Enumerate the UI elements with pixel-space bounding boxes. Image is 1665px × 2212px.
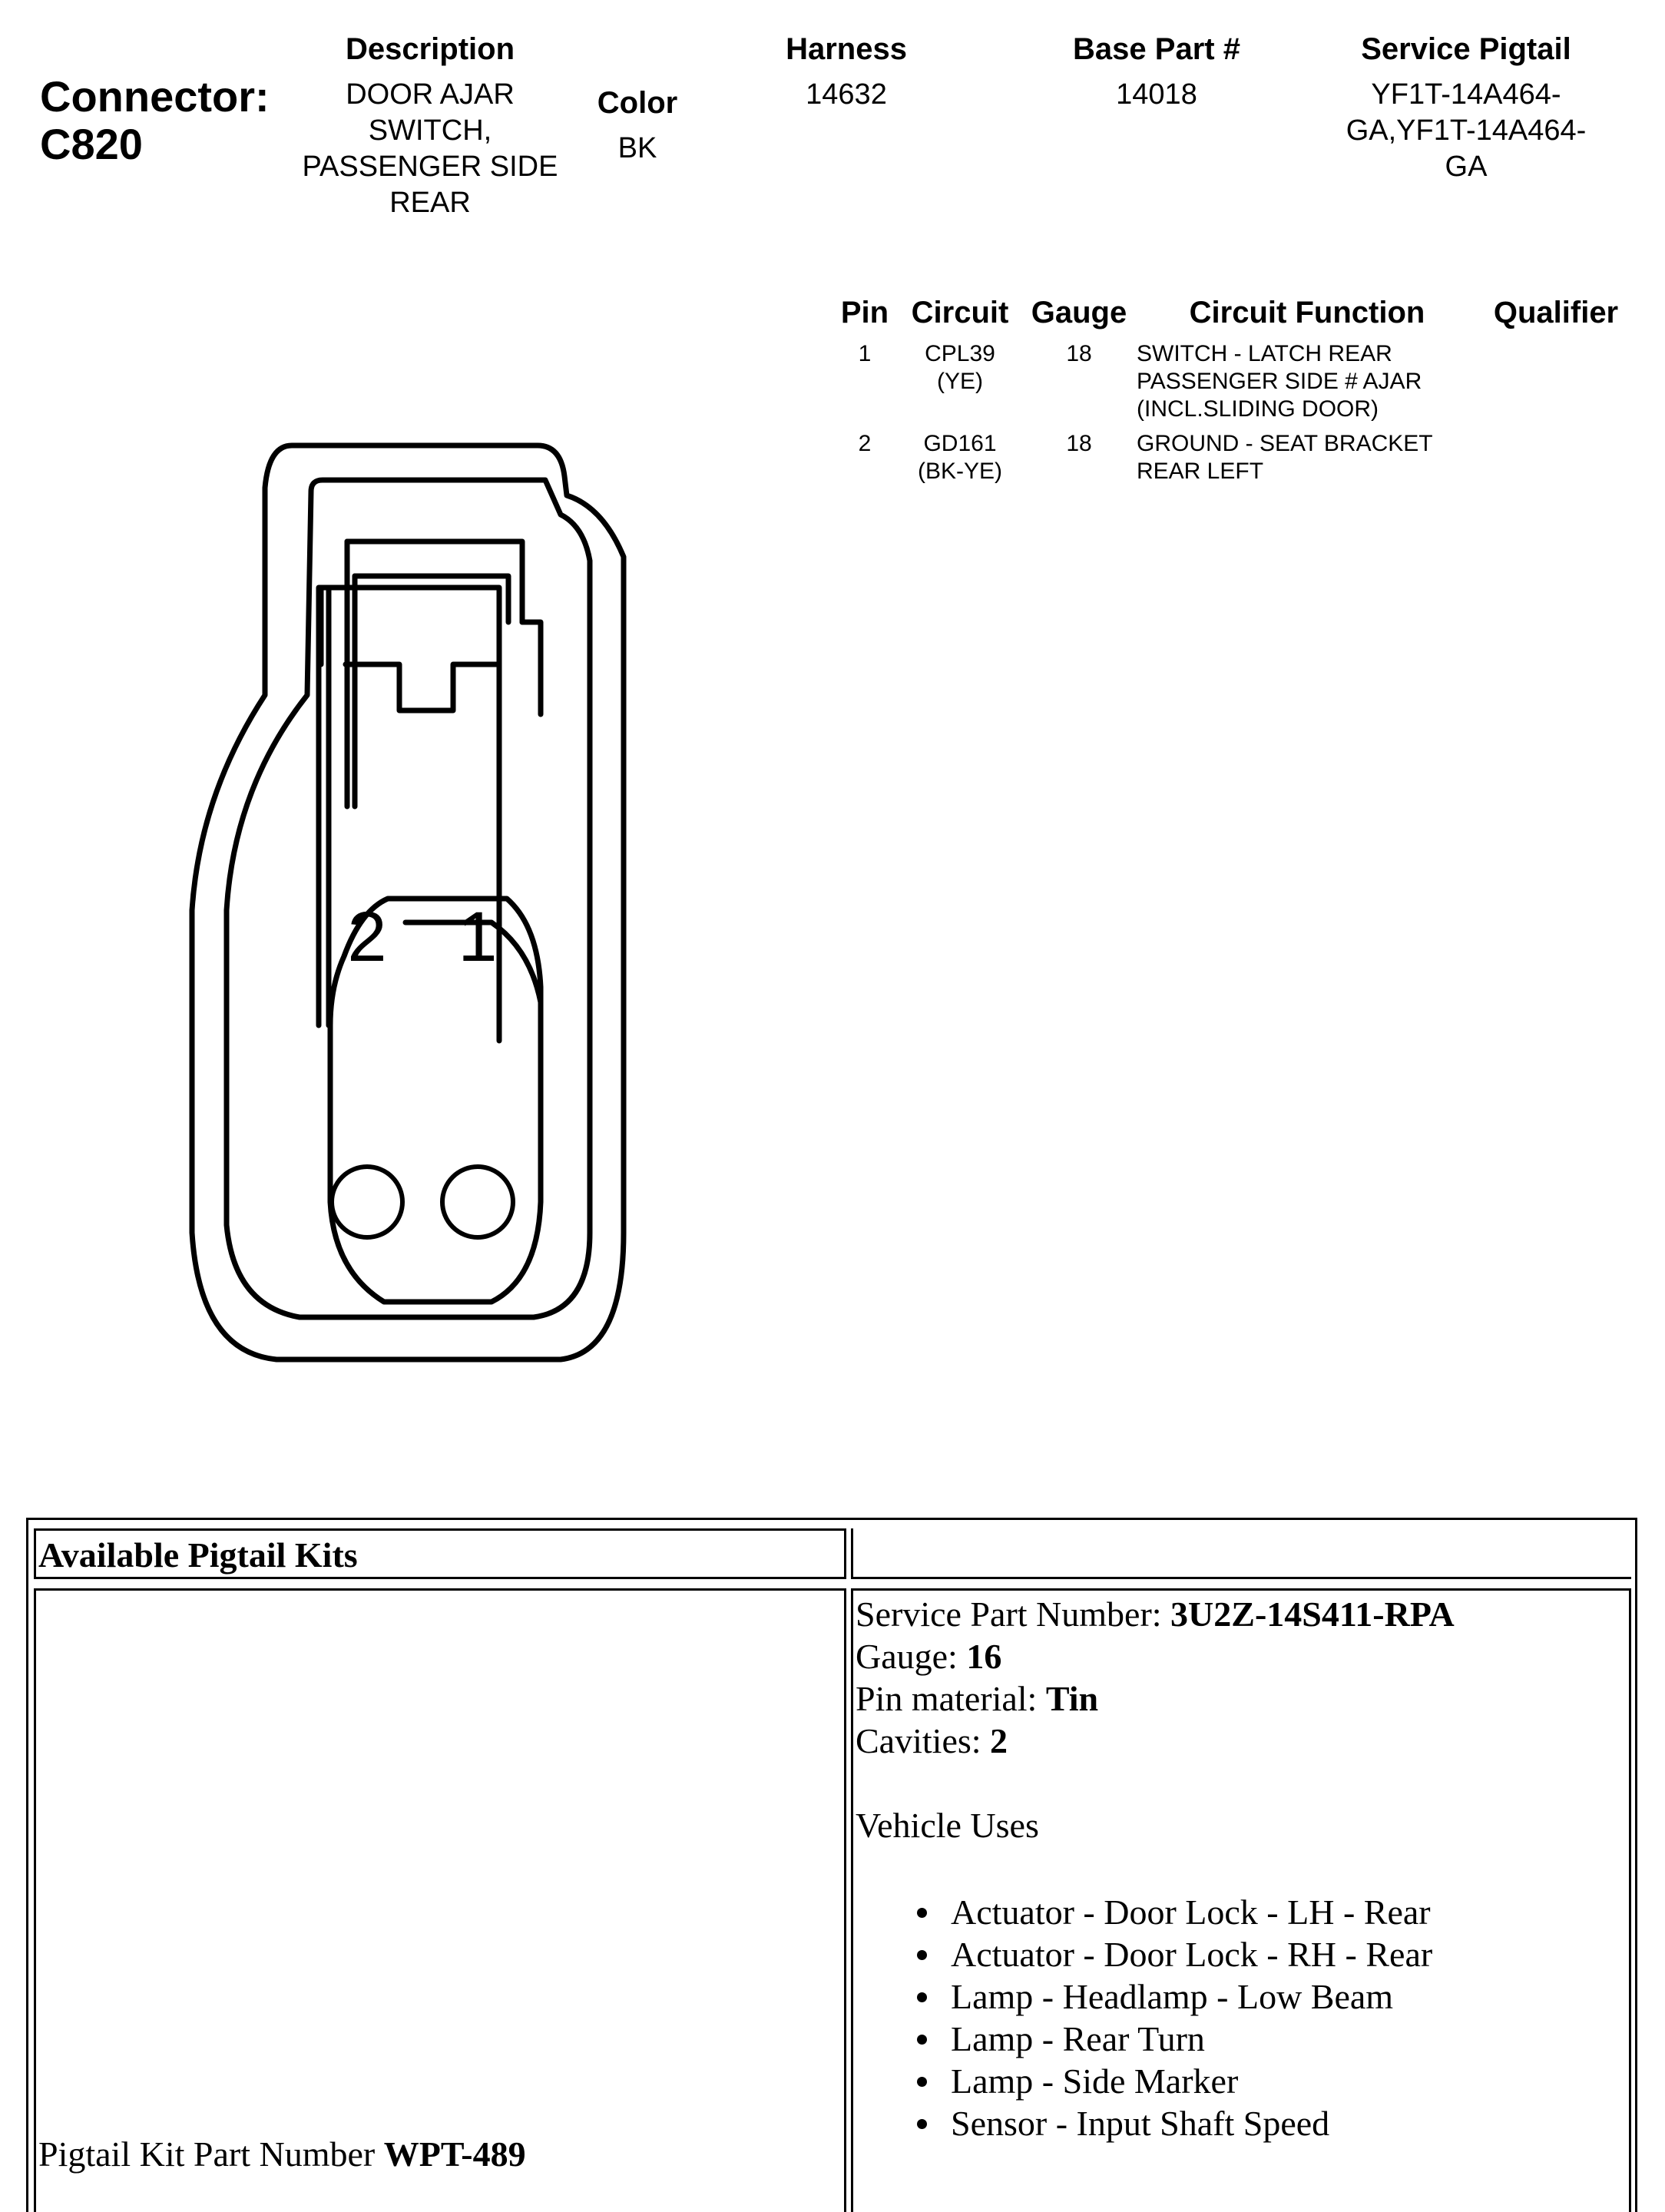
list-item	[951, 2102, 1329, 2144]
vehicle-use-text: Lamp - Side Marker	[951, 2061, 1239, 2101]
connector-face-diagram	[177, 434, 653, 1386]
circuit-cell	[899, 430, 1021, 485]
circuit-cell	[899, 340, 1021, 396]
kit-part-label: Pigtail Kit Part Number	[38, 2134, 384, 2174]
description-line: DOOR AJAR	[346, 78, 515, 111]
description-header: Description	[345, 32, 515, 66]
color-header: Color	[597, 86, 678, 120]
function-line: SWITCH - LATCH REAR	[1137, 341, 1392, 366]
pin-material-line	[856, 1677, 1098, 1720]
function-line: GROUND - SEAT BRACKET	[1137, 431, 1433, 456]
circuit-id: CPL39	[925, 341, 995, 366]
kit-image-cell	[34, 1588, 846, 2212]
list-item	[951, 1933, 1432, 1975]
vehicle-use-text: Sensor - Input Shaft Speed	[951, 2104, 1330, 2143]
connector-id: C820	[40, 120, 143, 168]
function-cell	[1137, 340, 1567, 423]
latch-frame	[522, 622, 541, 714]
description-line: SWITCH,	[368, 114, 492, 147]
cavities-label: Cavities:	[856, 1721, 991, 1760]
pin-cavities	[332, 1167, 513, 1237]
service-pigtail-line: GA,YF1T-14A464-	[1346, 114, 1587, 147]
pin-number: 1	[858, 341, 872, 366]
pin-label-2: 2	[347, 898, 387, 976]
circuit-id: GD161	[923, 431, 997, 456]
pin-label-1: 1	[458, 898, 498, 976]
function-line: REAR LEFT	[1137, 459, 1264, 484]
latch-frame	[347, 541, 522, 622]
gauge-cell: 18	[1066, 341, 1092, 366]
gauge-cell: 18	[1066, 431, 1092, 456]
bullet-icon	[917, 2077, 927, 2087]
description-line: REAR	[389, 187, 471, 219]
cavities-line	[856, 1720, 1008, 1762]
gauge-label: Gauge:	[856, 1637, 967, 1676]
description-value	[278, 77, 582, 221]
function-cell	[1137, 430, 1567, 485]
gauge-value: 16	[966, 1637, 1002, 1676]
service-part-number: 3U2Z-14S411-RPA	[1170, 1594, 1455, 1634]
list-item	[951, 2018, 1205, 2060]
base-part-value: 14018	[1116, 78, 1197, 111]
pin-cavity-1	[442, 1167, 513, 1237]
service-pigtail-value	[1316, 77, 1616, 185]
pin-number: 2	[858, 431, 872, 456]
service-pigtail-line: GA	[1445, 151, 1488, 183]
pin-col-header: Pin	[840, 296, 889, 329]
kit-title: Available Pigtail Kits	[38, 1535, 358, 1575]
service-pigtail-header: Service Pigtail	[1361, 32, 1571, 66]
circuit-color: (BK-YE)	[917, 459, 1002, 484]
bullet-icon	[917, 1950, 927, 1960]
kit-part-line	[38, 2134, 526, 2174]
service-pigtail-line: YF1T-14A464-	[1371, 78, 1561, 111]
function-line: (INCL.SLIDING DOOR)	[1137, 396, 1379, 422]
service-part-label: Service Part Number:	[856, 1594, 1171, 1634]
function-col-header: Circuit Function	[1189, 296, 1425, 329]
harness-header: Harness	[786, 32, 907, 66]
list-item	[951, 2060, 1238, 2102]
vehicle-use-text: Actuator - Door Lock - LH - Rear	[951, 1892, 1431, 1932]
qualifier-col-header: Qualifier	[1493, 296, 1619, 329]
bullet-icon	[917, 1908, 927, 1918]
kit-title-right-cell	[851, 1528, 1631, 1579]
harness-value: 14632	[806, 78, 887, 111]
pin-material-label: Pin material:	[856, 1679, 1046, 1718]
vehicle-uses-label: Vehicle Uses	[856, 1806, 1039, 1845]
list-item	[951, 1975, 1393, 2018]
kit-part-number: WPT-489	[383, 2134, 526, 2174]
function-line: PASSENGER SIDE # AJAR	[1137, 369, 1422, 394]
circuit-col-header: Circuit	[911, 296, 1009, 329]
bullet-icon	[917, 2119, 927, 2129]
vehicle-use-text: Lamp - Rear Turn	[951, 2019, 1205, 2058]
cavities-value: 2	[990, 1721, 1008, 1760]
list-item	[951, 1891, 1431, 1933]
latch-frame	[355, 576, 508, 622]
circuit-color: (YE)	[937, 369, 983, 394]
connector-label: Connector:	[40, 72, 270, 121]
service-part-line	[856, 1593, 1455, 1635]
bullet-icon	[917, 2035, 927, 2045]
latch-window	[346, 664, 499, 710]
gauge-col-header: Gauge	[1031, 296, 1127, 329]
pin-material-value: Tin	[1045, 1679, 1099, 1718]
vehicle-use-text: Actuator - Door Lock - RH - Rear	[951, 1935, 1433, 1974]
color-value: BK	[617, 132, 657, 164]
pin-cavity-2	[332, 1167, 402, 1237]
connector-title	[40, 73, 270, 168]
bullet-icon	[917, 1992, 927, 2002]
vehicle-use-text: Lamp - Headlamp - Low Beam	[951, 1977, 1394, 2016]
gauge-line	[856, 1635, 1001, 1677]
housing-outer	[192, 445, 624, 1359]
base-part-header: Base Part #	[1073, 32, 1240, 66]
description-line: PASSENGER SIDE	[302, 151, 558, 183]
